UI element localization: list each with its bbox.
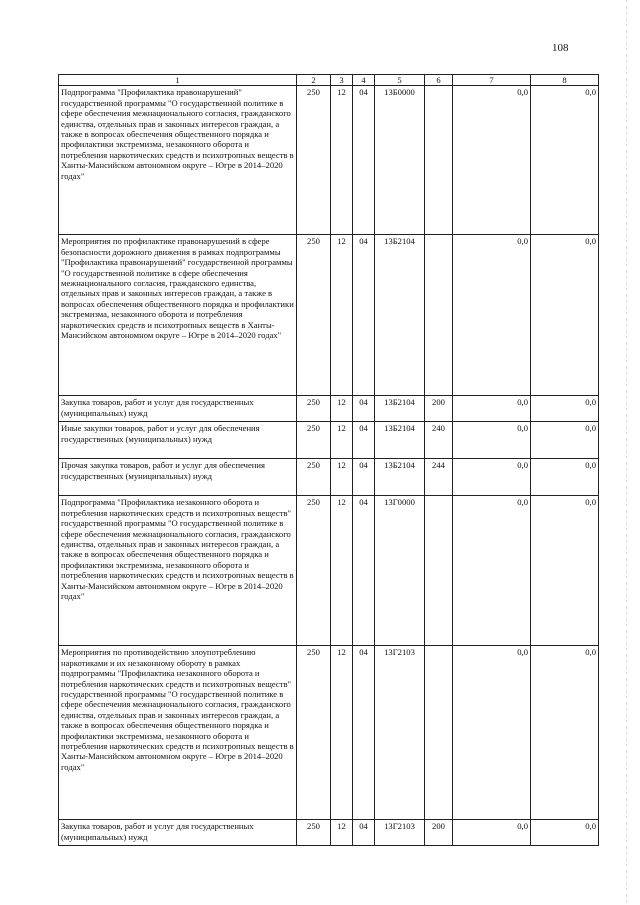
cell-target-article: 13Б2104	[375, 459, 425, 496]
table-row	[59, 235, 599, 396]
cell-amount: 0,0	[453, 86, 531, 235]
row-name: Закупка товаров, работ и услуг для государственных (муниципальных) нужд	[59, 820, 297, 846]
cell-target-article: 13Г2103	[375, 820, 425, 846]
row-name: Иные закупки товаров, работ и услуг для обеспечения государственных (муниципальных) нужд	[59, 422, 297, 459]
cell-admin-code: 250	[297, 459, 331, 496]
cell-expense-type: 244	[425, 459, 453, 496]
cell-subsection: 04	[353, 86, 375, 235]
row-name: Мероприятия по профилактике правонарушений в сфере безопасности дорожного движения в рамках подпрограммы "Профилактика правонарушений" государственной программы "О государственной политике в сфере обеспечения межнационального согласия, гражданского единства, отдельных прав и законных интересов граждан, а также в вопросах обеспечения общественного порядка и профилактики экстремизма, незаконного оборота и потребления наркотических средств и психотропных веществ в Ханты-Мансийском автономном округе – Югре в 2014–2020 годах"	[59, 235, 297, 396]
budget-table	[58, 74, 599, 846]
cell-subsection: 04	[353, 459, 375, 496]
cell-subsection: 04	[353, 422, 375, 459]
cell-target-article: 13Б2104	[375, 422, 425, 459]
cell-amount: 0,0	[531, 459, 599, 496]
cell-expense-type: 200	[425, 396, 453, 422]
table-row	[59, 459, 599, 496]
cell-amount: 0,0	[531, 86, 599, 235]
cell-section: 12	[331, 496, 353, 646]
cell-amount: 0,0	[531, 646, 599, 820]
cell-section: 12	[331, 422, 353, 459]
cell-amount: 0,0	[453, 396, 531, 422]
cell-admin-code: 250	[297, 86, 331, 235]
cell-expense-type	[425, 496, 453, 646]
cell-expense-type	[425, 235, 453, 396]
cell-amount: 0,0	[531, 820, 599, 846]
scan-edge-line	[626, 0, 627, 905]
cell-target-article: 13Б0000	[375, 86, 425, 235]
cell-expense-type: 200	[425, 820, 453, 846]
cell-amount: 0,0	[453, 235, 531, 396]
cell-expense-type	[425, 86, 453, 235]
cell-amount: 0,0	[453, 496, 531, 646]
cell-admin-code: 250	[297, 820, 331, 846]
cell-amount: 0,0	[531, 496, 599, 646]
table-row	[59, 646, 599, 820]
cell-subsection: 04	[353, 496, 375, 646]
column-header: 8	[531, 75, 599, 86]
cell-section: 12	[331, 646, 353, 820]
cell-admin-code: 250	[297, 646, 331, 820]
row-name: Прочая закупка товаров, работ и услуг для обеспечения государственных (муниципальных) нужд	[59, 459, 297, 496]
cell-amount: 0,0	[453, 820, 531, 846]
cell-amount: 0,0	[531, 235, 599, 396]
page-number: 108	[552, 42, 569, 54]
cell-target-article: 13Б2104	[375, 235, 425, 396]
row-name: Подпрограмма "Профилактика незаконного оборота и потребления наркотических средств и психотропных веществ" государственной программы "О государственной политике в сфере обеспечения межнационального согласия, гражданского единства, отдельных прав и законных интересов граждан, а также в вопросах обеспечения общественного порядка и профилактики экстремизма, незаконного оборота и потребления наркотических средств и психотропных веществ в Ханты-Мансийском автономном округе – Югре в 2014–2020 годах"	[59, 496, 297, 646]
column-header: 5	[375, 75, 425, 86]
cell-subsection: 04	[353, 820, 375, 846]
cell-expense-type	[425, 646, 453, 820]
cell-admin-code: 250	[297, 235, 331, 396]
cell-amount: 0,0	[531, 422, 599, 459]
column-header: 2	[297, 75, 331, 86]
table-row	[59, 496, 599, 646]
cell-subsection: 04	[353, 396, 375, 422]
column-header: 7	[453, 75, 531, 86]
cell-target-article: 13Г2103	[375, 646, 425, 820]
row-name: Подпрограмма "Профилактика правонарушений" государственной программы "О государственной политике в сфере обеспечения межнационального согласия, гражданского единства, отдельных прав и законных интересов граждан, а также в вопросах обеспечения общественного порядка и профилактики экстремизма, незаконного оборота и потребления наркотических средств и психотропных веществ в Ханты-Мансийском автономном округе – Югре в 2014–2020 годах"	[59, 86, 297, 235]
cell-admin-code: 250	[297, 422, 331, 459]
header-row	[59, 75, 599, 86]
cell-amount: 0,0	[453, 646, 531, 820]
cell-expense-type: 240	[425, 422, 453, 459]
row-name: Мероприятия по противодействию злоупотреблению наркотиками и их незаконному обороту в рамках подпрограммы "Профилактика незаконного оборота и потребления наркотических средств и психотропных веществ" государственной программы "О государственной политике в сфере обеспечения межнационального согласия, гражданского единства, отдельных прав и законных интересов граждан, а также в вопросах обеспечения общественного порядка и профилактики экстремизма, незаконного оборота и потребления наркотических средств и психотропных веществ в Ханты-Мансийском автономном округе – Югре в 2014–2020 годах"	[59, 646, 297, 820]
cell-section: 12	[331, 459, 353, 496]
cell-section: 12	[331, 86, 353, 235]
table-row	[59, 820, 599, 846]
cell-amount: 0,0	[453, 459, 531, 496]
cell-section: 12	[331, 396, 353, 422]
cell-amount: 0,0	[531, 396, 599, 422]
cell-admin-code: 250	[297, 396, 331, 422]
cell-target-article: 13Б2104	[375, 396, 425, 422]
row-name: Закупка товаров, работ и услуг для государственных (муниципальных) нужд	[59, 396, 297, 422]
column-header: 1	[59, 75, 297, 86]
column-header: 4	[353, 75, 375, 86]
cell-amount: 0,0	[453, 422, 531, 459]
cell-subsection: 04	[353, 646, 375, 820]
table-row	[59, 86, 599, 235]
table-row	[59, 422, 599, 459]
cell-subsection: 04	[353, 235, 375, 396]
cell-target-article: 13Г0000	[375, 496, 425, 646]
cell-section: 12	[331, 820, 353, 846]
column-header: 3	[331, 75, 353, 86]
table-row	[59, 396, 599, 422]
cell-section: 12	[331, 235, 353, 396]
column-header: 6	[425, 75, 453, 86]
cell-admin-code: 250	[297, 496, 331, 646]
